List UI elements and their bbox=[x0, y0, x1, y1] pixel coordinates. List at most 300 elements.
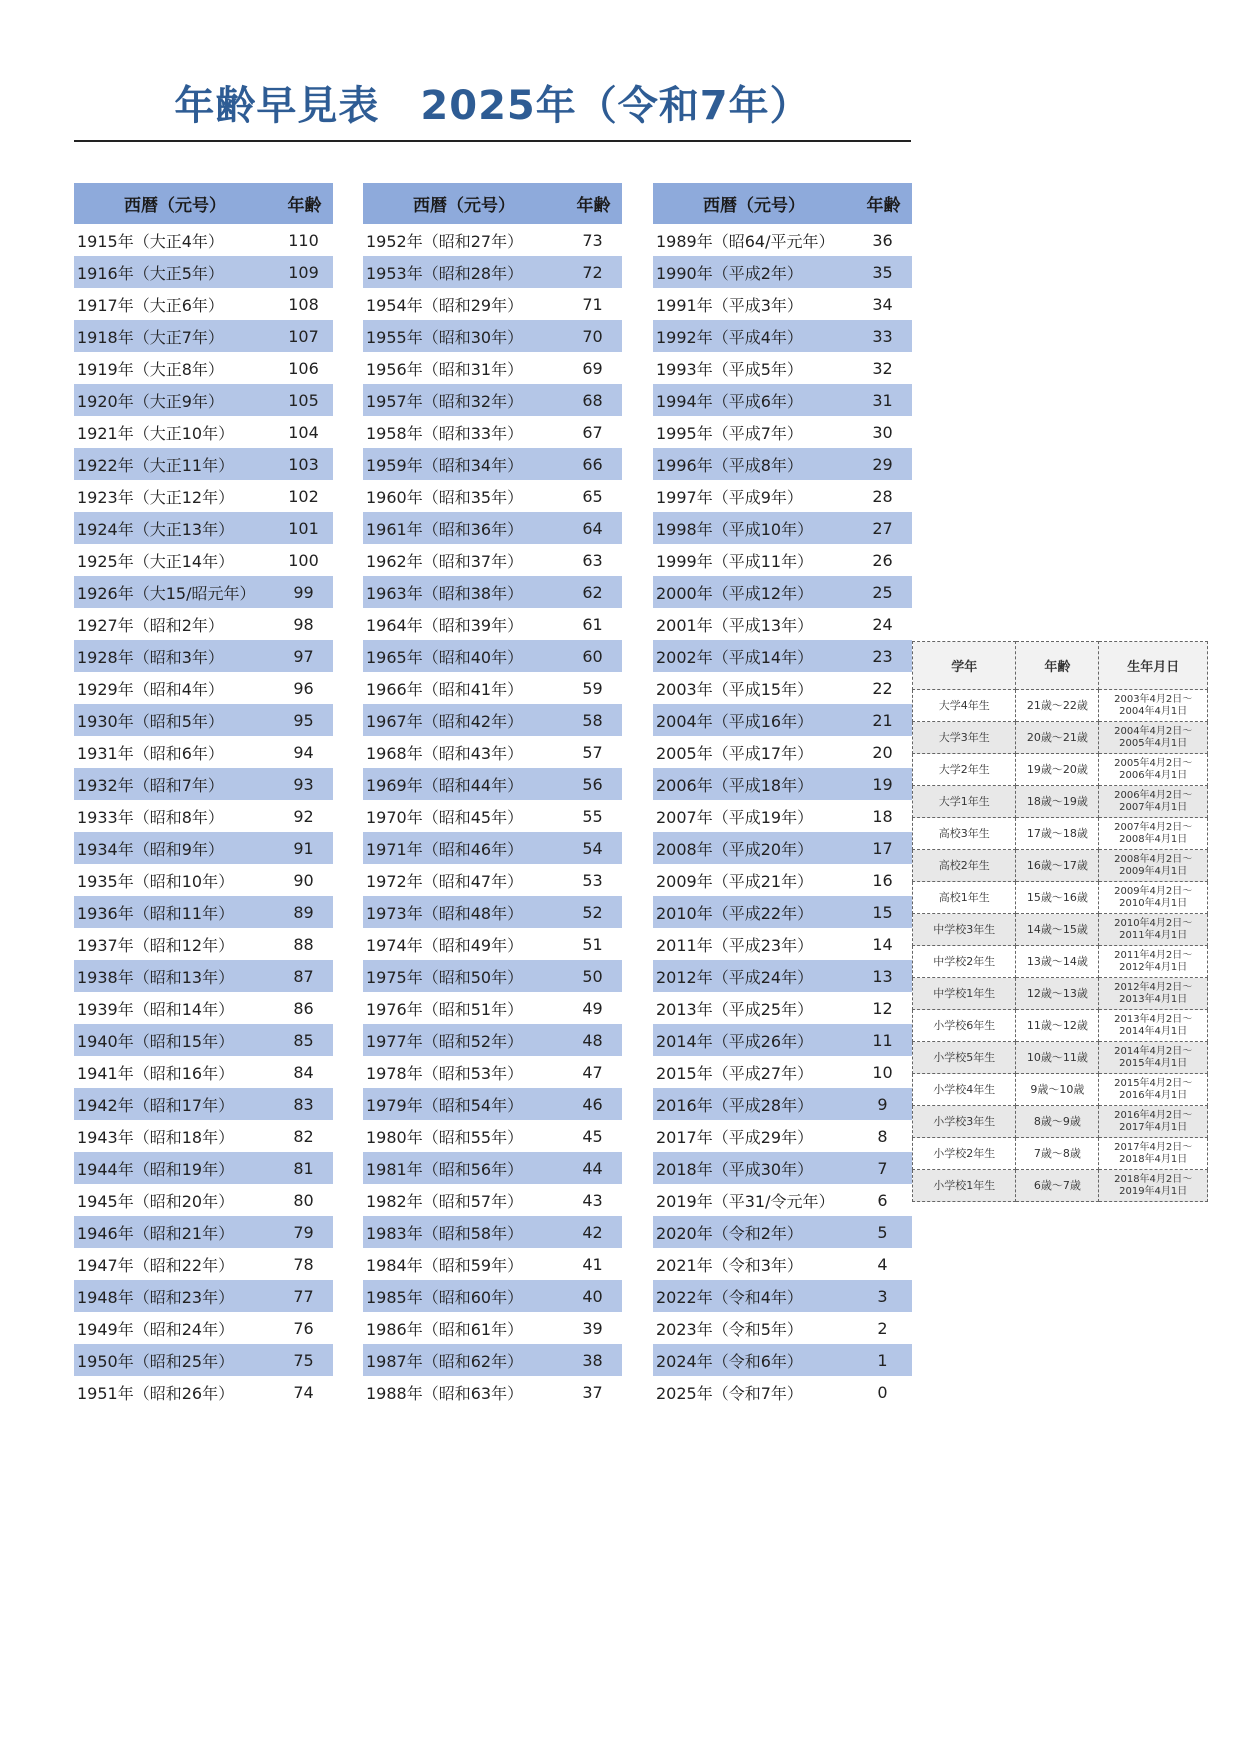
table-row bbox=[653, 800, 912, 832]
table-row bbox=[653, 832, 912, 864]
table-row bbox=[363, 320, 622, 352]
year-era-cell: 1915年（大正4年） bbox=[77, 231, 224, 251]
table-row bbox=[363, 928, 622, 960]
year-era-cell: 1954年（昭和29年） bbox=[366, 295, 524, 315]
table-row bbox=[653, 672, 912, 704]
age-range-cell: 12歳〜13歳 bbox=[1016, 978, 1099, 1010]
table-row bbox=[653, 992, 912, 1024]
table-row bbox=[363, 288, 622, 320]
year-era-cell: 1944年（昭和19年） bbox=[77, 1159, 235, 1179]
year-era-cell: 2025年（令和7年） bbox=[656, 1383, 803, 1403]
birthdate-to: 2016年4月1日 bbox=[1119, 1089, 1188, 1101]
year-era-cell: 1978年（昭和53年） bbox=[366, 1063, 524, 1083]
birthdate-to: 2018年4月1日 bbox=[1119, 1153, 1188, 1165]
year-era-cell: 1952年（昭和27年） bbox=[366, 231, 524, 251]
table-row bbox=[913, 818, 1208, 850]
year-era-cell: 2023年（令和5年） bbox=[656, 1319, 803, 1339]
year-era-cell: 1938年（昭和13年） bbox=[77, 967, 235, 987]
table-row bbox=[74, 416, 333, 448]
year-era-cell: 1930年（昭和5年） bbox=[77, 711, 224, 731]
year-era-cell: 1997年（平成9年） bbox=[656, 487, 803, 507]
age-cell: 27 bbox=[872, 518, 893, 538]
birthdate-from: 2012年4月2日〜 bbox=[1114, 981, 1193, 993]
year-era-cell: 1975年（昭和50年） bbox=[366, 967, 524, 987]
table-row bbox=[74, 320, 333, 352]
age-cell: 54 bbox=[582, 838, 603, 858]
table-row bbox=[363, 704, 622, 736]
table-row bbox=[653, 864, 912, 896]
year-era-cell: 1979年（昭和54年） bbox=[366, 1095, 524, 1115]
table-row bbox=[653, 352, 912, 384]
age-cell: 28 bbox=[872, 486, 893, 506]
table-row bbox=[74, 608, 333, 640]
year-era-cell: 1945年（昭和20年） bbox=[77, 1191, 235, 1211]
age-cell: 95 bbox=[293, 710, 314, 730]
table-row bbox=[363, 576, 622, 608]
year-era-cell: 1966年（昭和41年） bbox=[366, 679, 524, 699]
year-era-cell: 1972年（昭和47年） bbox=[366, 871, 524, 891]
table-row bbox=[653, 384, 912, 416]
table-row bbox=[653, 896, 912, 928]
age-cell: 59 bbox=[582, 678, 603, 698]
year-era-cell: 1922年（大正11年） bbox=[77, 455, 235, 475]
age-cell: 74 bbox=[293, 1382, 314, 1402]
age-table-header bbox=[653, 183, 912, 224]
year-era-cell: 2024年（令和6年） bbox=[656, 1351, 803, 1371]
table-row bbox=[74, 1056, 333, 1088]
age-cell: 29 bbox=[872, 454, 893, 474]
table-row bbox=[74, 672, 333, 704]
age-cell: 82 bbox=[293, 1126, 314, 1146]
table-row bbox=[653, 1056, 912, 1088]
table-row bbox=[363, 1312, 622, 1344]
age-cell: 106 bbox=[288, 358, 319, 378]
page-title: 年齢早見表 2025年（令和7年） bbox=[174, 83, 811, 129]
year-era-cell: 1983年（昭和58年） bbox=[366, 1223, 524, 1243]
age-cell: 69 bbox=[582, 358, 603, 378]
age-header: 年齢 bbox=[576, 196, 611, 216]
table-row bbox=[74, 1216, 333, 1248]
age-cell: 110 bbox=[288, 230, 319, 250]
age-cell: 63 bbox=[582, 550, 603, 570]
age-cell: 66 bbox=[582, 454, 603, 474]
age-header: 年齢 bbox=[287, 196, 322, 216]
age-cell: 31 bbox=[872, 390, 893, 410]
year-era-cell: 2001年（平成13年） bbox=[656, 615, 814, 635]
table-row bbox=[74, 992, 333, 1024]
table-row bbox=[363, 960, 622, 992]
table-row bbox=[363, 512, 622, 544]
year-era-cell: 1993年（平成5年） bbox=[656, 359, 803, 379]
year-era-cell: 1929年（昭和4年） bbox=[77, 679, 224, 699]
age-cell: 81 bbox=[293, 1158, 314, 1178]
age-cell: 70 bbox=[582, 326, 603, 346]
age-cell: 49 bbox=[582, 998, 603, 1018]
birthdate-to: 2019年4月1日 bbox=[1119, 1185, 1188, 1197]
year-era-cell: 1921年（大正10年） bbox=[77, 423, 235, 443]
age-cell: 44 bbox=[582, 1158, 603, 1178]
age-cell: 71 bbox=[582, 294, 603, 314]
birthdate-to: 2012年4月1日 bbox=[1119, 961, 1188, 973]
year-era-cell: 1959年（昭和34年） bbox=[366, 455, 524, 475]
year-era-cell: 1969年（昭和44年） bbox=[366, 775, 524, 795]
table-row bbox=[913, 1010, 1208, 1042]
table-row bbox=[74, 640, 333, 672]
year-era-cell: 1943年（昭和18年） bbox=[77, 1127, 235, 1147]
birthdate-cell bbox=[1099, 1042, 1208, 1074]
year-era-cell: 1953年（昭和28年） bbox=[366, 263, 524, 283]
age-range-cell: 16歳〜17歳 bbox=[1016, 850, 1099, 882]
grade-cell: 中学校3年生 bbox=[913, 914, 1016, 946]
year-era-cell: 2008年（平成20年） bbox=[656, 839, 814, 859]
age-cell: 1 bbox=[877, 1350, 888, 1370]
age-cell: 24 bbox=[872, 614, 893, 634]
age-cell: 5 bbox=[877, 1222, 888, 1242]
age-cell: 102 bbox=[288, 486, 319, 506]
table-row bbox=[363, 1056, 622, 1088]
birthdate-from: 2011年4月2日〜 bbox=[1114, 949, 1193, 961]
age-cell: 20 bbox=[872, 742, 893, 762]
table-row bbox=[363, 768, 622, 800]
age-cell: 56 bbox=[582, 774, 603, 794]
table-row bbox=[74, 1024, 333, 1056]
age-header: 年齢 bbox=[866, 196, 901, 216]
table-row bbox=[653, 480, 912, 512]
year-era-cell: 1939年（昭和14年） bbox=[77, 999, 235, 1019]
table-row bbox=[653, 928, 912, 960]
age-range-cell: 17歳〜18歳 bbox=[1016, 818, 1099, 850]
birthdate-cell bbox=[1099, 1106, 1208, 1138]
table-row bbox=[363, 1344, 622, 1376]
age-cell: 77 bbox=[293, 1286, 314, 1306]
year-era-cell: 1951年（昭和26年） bbox=[77, 1383, 235, 1403]
age-cell: 14 bbox=[872, 934, 893, 954]
age-cell: 67 bbox=[582, 422, 603, 442]
table-row bbox=[74, 288, 333, 320]
age-cell: 58 bbox=[582, 710, 603, 730]
table-row bbox=[653, 1152, 912, 1184]
age-range-cell: 20歳〜21歳 bbox=[1016, 722, 1099, 754]
grade-table bbox=[912, 641, 1208, 1202]
table-row bbox=[363, 448, 622, 480]
table-row bbox=[363, 1376, 622, 1408]
age-cell: 46 bbox=[582, 1094, 603, 1114]
table-row bbox=[74, 800, 333, 832]
table-row bbox=[913, 786, 1208, 818]
year-era-cell: 1931年（昭和6年） bbox=[77, 743, 224, 763]
table-row bbox=[363, 1088, 622, 1120]
table-row bbox=[653, 544, 912, 576]
table-row bbox=[653, 1248, 912, 1280]
age-cell: 50 bbox=[582, 966, 603, 986]
age-cell: 68 bbox=[582, 390, 603, 410]
year-era-cell: 2005年（平成17年） bbox=[656, 743, 814, 763]
table-row bbox=[363, 544, 622, 576]
year-era-cell: 1999年（平成11年） bbox=[656, 551, 814, 571]
age-cell: 18 bbox=[872, 806, 893, 826]
age-cell: 57 bbox=[582, 742, 603, 762]
age-cell: 10 bbox=[872, 1062, 893, 1082]
year-era-cell: 1925年（大正14年） bbox=[77, 551, 235, 571]
year-era-cell: 2002年（平成14年） bbox=[656, 647, 814, 667]
table-row bbox=[653, 736, 912, 768]
age-range-cell: 19歳〜20歳 bbox=[1016, 754, 1099, 786]
table-row bbox=[913, 1106, 1208, 1138]
age-cell: 83 bbox=[293, 1094, 314, 1114]
table-row bbox=[363, 1248, 622, 1280]
table-row bbox=[363, 352, 622, 384]
birthdate-cell bbox=[1099, 722, 1208, 754]
age-range-cell: 21歳〜22歳 bbox=[1016, 690, 1099, 722]
table-row bbox=[74, 896, 333, 928]
age-cell: 60 bbox=[582, 646, 603, 666]
age-cell: 104 bbox=[288, 422, 319, 442]
table-row bbox=[913, 1170, 1208, 1202]
age-cell: 2 bbox=[877, 1318, 888, 1338]
year-era-cell: 1948年（昭和23年） bbox=[77, 1287, 235, 1307]
age-cell: 90 bbox=[293, 870, 314, 890]
birthdate-cell bbox=[1099, 1170, 1208, 1202]
table-row bbox=[74, 1088, 333, 1120]
year-era-cell: 2007年（平成19年） bbox=[656, 807, 814, 827]
table-row bbox=[653, 704, 912, 736]
table-row bbox=[74, 1120, 333, 1152]
age-cell: 37 bbox=[582, 1382, 603, 1402]
birthdate-to: 2010年4月1日 bbox=[1119, 897, 1188, 909]
birthdate-cell bbox=[1099, 850, 1208, 882]
table-row bbox=[653, 1120, 912, 1152]
table-row bbox=[74, 352, 333, 384]
year-era-cell: 1949年（昭和24年） bbox=[77, 1319, 235, 1339]
age-cell: 9 bbox=[877, 1094, 888, 1114]
age-cell: 92 bbox=[293, 806, 314, 826]
age-range-cell: 11歳〜12歳 bbox=[1016, 1010, 1099, 1042]
age-cell: 98 bbox=[293, 614, 314, 634]
table-row bbox=[363, 1152, 622, 1184]
grade-cell: 中学校2年生 bbox=[913, 946, 1016, 978]
grade-cell: 小学校2年生 bbox=[913, 1138, 1016, 1170]
year-era-cell: 2010年（平成22年） bbox=[656, 903, 814, 923]
table-row bbox=[913, 946, 1208, 978]
age-cell: 51 bbox=[582, 934, 603, 954]
age-range-cell: 8歳〜9歳 bbox=[1016, 1106, 1099, 1138]
table-row bbox=[653, 640, 912, 672]
year-era-cell: 2006年（平成18年） bbox=[656, 775, 814, 795]
birthdate-cell bbox=[1099, 754, 1208, 786]
age-cell: 62 bbox=[582, 582, 603, 602]
table-row bbox=[653, 1184, 912, 1216]
birthdate-to: 2011年4月1日 bbox=[1119, 929, 1188, 941]
birthdate-from: 2010年4月2日〜 bbox=[1114, 917, 1193, 929]
table-row bbox=[653, 1088, 912, 1120]
year-era-cell: 2012年（平成24年） bbox=[656, 967, 814, 987]
year-era-cell: 1957年（昭和32年） bbox=[366, 391, 524, 411]
birthdate-to: 2004年4月1日 bbox=[1119, 705, 1188, 717]
age-cell: 109 bbox=[288, 262, 319, 282]
table-row bbox=[74, 1376, 333, 1408]
age-cell: 61 bbox=[582, 614, 603, 634]
year-era-cell: 1991年（平成3年） bbox=[656, 295, 803, 315]
age-cell: 105 bbox=[288, 390, 319, 410]
year-era-cell: 1973年（昭和48年） bbox=[366, 903, 524, 923]
age-cell: 84 bbox=[293, 1062, 314, 1082]
year-era-cell: 2017年（平成29年） bbox=[656, 1127, 814, 1147]
table-row bbox=[653, 512, 912, 544]
age-cell: 53 bbox=[582, 870, 603, 890]
table-row bbox=[913, 850, 1208, 882]
age-range-cell: 6歳〜7歳 bbox=[1016, 1170, 1099, 1202]
grade-cell: 大学4年生 bbox=[913, 690, 1016, 722]
table-row bbox=[913, 754, 1208, 786]
year-era-cell: 1936年（昭和11年） bbox=[77, 903, 235, 923]
year-era-cell: 1942年（昭和17年） bbox=[77, 1095, 235, 1115]
age-cell: 89 bbox=[293, 902, 314, 922]
age-cell: 11 bbox=[872, 1030, 893, 1050]
grade-cell: 小学校6年生 bbox=[913, 1010, 1016, 1042]
age-cell: 91 bbox=[293, 838, 314, 858]
birthdate-cell bbox=[1099, 914, 1208, 946]
age-range-cell: 9歳〜10歳 bbox=[1016, 1074, 1099, 1106]
table-row bbox=[653, 576, 912, 608]
year-era-cell: 1995年（平成7年） bbox=[656, 423, 803, 443]
birthdate-cell bbox=[1099, 946, 1208, 978]
age-cell: 6 bbox=[877, 1190, 888, 1210]
age-cell: 19 bbox=[872, 774, 893, 794]
table-row bbox=[74, 1280, 333, 1312]
age-range-header: 年齢 bbox=[1016, 642, 1099, 690]
grade-cell: 小学校4年生 bbox=[913, 1074, 1016, 1106]
table-row bbox=[363, 1184, 622, 1216]
age-cell: 26 bbox=[872, 550, 893, 570]
year-era-cell: 1990年（平成2年） bbox=[656, 263, 803, 283]
year-era-cell: 2016年（平成28年） bbox=[656, 1095, 814, 1115]
birthdate-header: 生年月日 bbox=[1099, 642, 1208, 690]
table-row bbox=[74, 768, 333, 800]
year-era-header: 西暦（元号） bbox=[124, 196, 226, 216]
age-cell: 30 bbox=[872, 422, 893, 442]
year-era-cell: 2021年（令和3年） bbox=[656, 1255, 803, 1275]
birthdate-to: 2013年4月1日 bbox=[1119, 993, 1188, 1005]
year-era-cell: 1996年（平成8年） bbox=[656, 455, 803, 475]
table-row bbox=[913, 722, 1208, 754]
birthdate-from: 2017年4月2日〜 bbox=[1114, 1141, 1193, 1153]
year-era-cell: 1928年（昭和3年） bbox=[77, 647, 224, 667]
age-cell: 93 bbox=[293, 774, 314, 794]
grade-cell: 高校2年生 bbox=[913, 850, 1016, 882]
birthdate-to: 2015年4月1日 bbox=[1119, 1057, 1188, 1069]
birthdate-from: 2015年4月2日〜 bbox=[1114, 1077, 1193, 1089]
age-cell: 96 bbox=[293, 678, 314, 698]
age-cell: 17 bbox=[872, 838, 893, 858]
age-cell: 21 bbox=[872, 710, 893, 730]
grade-cell: 大学1年生 bbox=[913, 786, 1016, 818]
year-era-cell: 1920年（大正9年） bbox=[77, 391, 224, 411]
birthdate-to: 2008年4月1日 bbox=[1119, 833, 1188, 845]
year-era-cell: 1989年（昭64/平元年） bbox=[656, 231, 835, 251]
age-cell: 47 bbox=[582, 1062, 603, 1082]
age-cell: 41 bbox=[582, 1254, 603, 1274]
table-row bbox=[74, 1248, 333, 1280]
table-row bbox=[653, 1344, 912, 1376]
year-era-cell: 1932年（昭和7年） bbox=[77, 775, 224, 795]
table-row bbox=[913, 882, 1208, 914]
age-cell: 108 bbox=[288, 294, 319, 314]
age-cell: 43 bbox=[582, 1190, 603, 1210]
table-row bbox=[913, 978, 1208, 1010]
age-cell: 64 bbox=[582, 518, 603, 538]
birthdate-from: 2016年4月2日〜 bbox=[1114, 1109, 1193, 1121]
age-cell: 86 bbox=[293, 998, 314, 1018]
age-cell: 22 bbox=[872, 678, 893, 698]
birthdate-to: 2005年4月1日 bbox=[1119, 737, 1188, 749]
year-era-cell: 1987年（昭和62年） bbox=[366, 1351, 524, 1371]
table-row bbox=[74, 704, 333, 736]
age-cell: 23 bbox=[872, 646, 893, 666]
age-table-column-1 bbox=[74, 183, 333, 1408]
table-row bbox=[653, 1280, 912, 1312]
table-row bbox=[653, 224, 912, 256]
year-era-cell: 1933年（昭和8年） bbox=[77, 807, 224, 827]
year-era-cell: 1968年（昭和43年） bbox=[366, 743, 524, 763]
table-row bbox=[74, 384, 333, 416]
year-era-cell: 1981年（昭和56年） bbox=[366, 1159, 524, 1179]
table-row bbox=[653, 1312, 912, 1344]
table-row bbox=[74, 832, 333, 864]
age-cell: 85 bbox=[293, 1030, 314, 1050]
age-cell: 79 bbox=[293, 1222, 314, 1242]
table-row bbox=[363, 224, 622, 256]
year-era-cell: 2020年（令和2年） bbox=[656, 1223, 803, 1243]
year-era-cell: 1964年（昭和39年） bbox=[366, 615, 524, 635]
year-era-cell: 2014年（平成26年） bbox=[656, 1031, 814, 1051]
age-cell: 12 bbox=[872, 998, 893, 1018]
year-era-cell: 1919年（大正8年） bbox=[77, 359, 224, 379]
age-cell: 35 bbox=[872, 262, 893, 282]
year-era-cell: 1986年（昭和61年） bbox=[366, 1319, 524, 1339]
table-row bbox=[363, 832, 622, 864]
year-era-cell: 1924年（大正13年） bbox=[77, 519, 235, 539]
birthdate-cell bbox=[1099, 978, 1208, 1010]
year-era-cell: 2015年（平成27年） bbox=[656, 1063, 814, 1083]
table-row bbox=[653, 448, 912, 480]
table-row bbox=[653, 1216, 912, 1248]
table-row bbox=[74, 1184, 333, 1216]
year-era-cell: 1961年（昭和36年） bbox=[366, 519, 524, 539]
age-cell: 39 bbox=[582, 1318, 603, 1338]
age-cell: 88 bbox=[293, 934, 314, 954]
year-era-cell: 1985年（昭和60年） bbox=[366, 1287, 524, 1307]
year-era-cell: 1962年（昭和37年） bbox=[366, 551, 524, 571]
age-cell: 97 bbox=[293, 646, 314, 666]
year-era-cell: 1956年（昭和31年） bbox=[366, 359, 524, 379]
age-cell: 36 bbox=[872, 230, 893, 250]
table-row bbox=[363, 864, 622, 896]
birthdate-to: 2017年4月1日 bbox=[1119, 1121, 1188, 1133]
age-table-column-3 bbox=[653, 183, 912, 1408]
birthdate-from: 2003年4月2日〜 bbox=[1114, 693, 1193, 705]
year-era-cell: 1998年（平成10年） bbox=[656, 519, 814, 539]
year-era-header: 西暦（元号） bbox=[413, 196, 515, 216]
table-row bbox=[74, 1312, 333, 1344]
grade-cell: 小学校1年生 bbox=[913, 1170, 1016, 1202]
age-cell: 42 bbox=[582, 1222, 603, 1242]
year-era-cell: 2013年（平成25年） bbox=[656, 999, 814, 1019]
table-row bbox=[363, 256, 622, 288]
age-cell: 87 bbox=[293, 966, 314, 986]
table-row bbox=[363, 736, 622, 768]
year-era-cell: 2019年（平31/令元年） bbox=[656, 1191, 835, 1211]
table-row bbox=[363, 1120, 622, 1152]
